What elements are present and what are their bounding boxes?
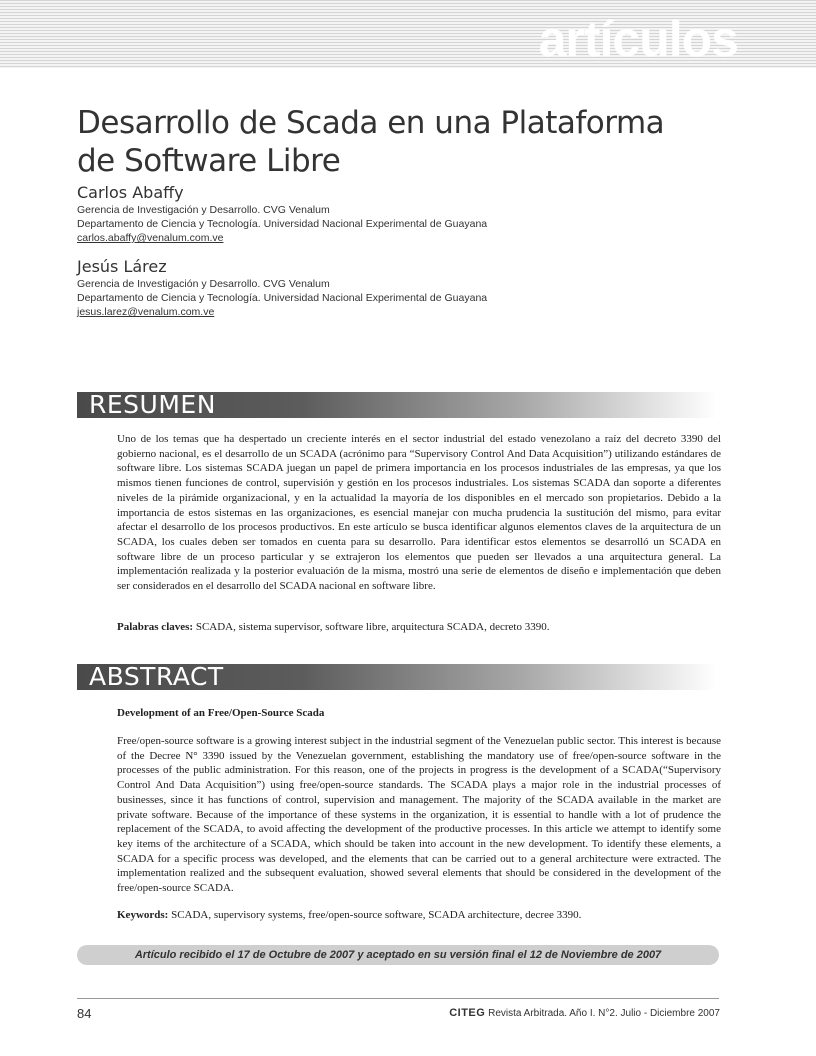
keywords-list: SCADA, sistema supervisor, software libre, arquitectura SCADA, decreto 3390. (193, 621, 550, 633)
title-line-2: de Software Libre (77, 143, 341, 179)
author-block-1 (77, 183, 777, 245)
author-block-2 (77, 257, 777, 319)
abstract-heading-bar (77, 664, 717, 690)
author-affiliation: Departamento de Ciencia y Tecnología. Universidad Nacional Experimental de Guayana (77, 218, 488, 230)
title-line-1: Desarrollo de Scada en una Plataforma (77, 105, 665, 141)
journal-info (449, 1007, 720, 1019)
abstract-heading: ABSTRACT (89, 662, 224, 691)
author-affiliation: Gerencia de Investigación y Desarrollo. CVG Venalum (77, 278, 330, 290)
abstract-subtitle: Development of an Free/Open-Source Scada (117, 707, 325, 719)
keywords-label: Palabras claves: (117, 621, 194, 633)
resumen-keywords (117, 620, 721, 634)
footer-divider (77, 998, 719, 999)
resumen-text: Uno de los temas que ha despertado un creciente interés en el sector industrial del estado venezolano a raíz del decreto 3390 del gobierno nacional, es el desarrollo de un SCADA (acrónimo para “Supervisory Control And Data Acquisition”) utilizando estándares de software libre. Los sistemas SCADA juegan un papel de primera importancia en los procesos industriales de las empresas, ya que los mismos tienen funciones de control, supervisión y gestión en los procesos industriales. Los sistemas SCADA dan soporte a diferentes niveles de la pirámide organizacional, y en la actualidad la mayoría de los disponibles en el mercado son propietarios. Debido a la importancia de estos sistemas en las organizaciones, es esencial manejar con mucha prudencia la sustitución del mismo, para evitar afectar el desarrollo de los procesos productivos. En este artículo se busca identificar algunos elementos claves de la arquitectura de un SCADA, los cuales deben ser tomados en cuenta para su desarrollo. Para identificar estos elementos se desarrolló un SCADA en software libre de un proceso particular y se extrajeron los elementos que pueden ser llevados a una arquitectura general. La implementación realizada y la posterior evaluación de la misma, mostró una serie de elementos de diseño e implementación que deben ser considerados en el desarrollo del SCADA nacional en software libre. (117, 433, 721, 593)
journal-brand: CITEG (449, 1007, 486, 1019)
author-name: Carlos Abaffy (77, 183, 184, 202)
article-title (77, 104, 757, 180)
author-email-link[interactable]: carlos.abaffy@venalum.com.ve (77, 232, 224, 244)
author-affiliation: Gerencia de Investigación y Desarrollo. CVG Venalum (77, 204, 330, 216)
abstract-text: Free/open-source software is a growing interest subject in the industrial segment of the Venezuelan public sector. This interest is because of the Decree N° 3390 issued by the Venezuelan government, establishing the mandatory use of free/open-source software in the processes of the public administration. For this reason, one of the projects in progress is the development of a SCADA(“Supervisory Control And Data Acquisition”) using free/open-source standards. The SCADA plays a major role in the industrial processes of businesses, since it has functions of control, supervision and management. The majority of the SCADA available in the market are private software. Because of the importance of these systems in the organization, it is essential to handle with a lot of prudence the replacement of the SCADA, to avoid affecting the development of the productive processes. In this article we attempt to identify some key items of the architecture of a SCADA, which should be taken into account in the new development. To identify these elements, a SCADA for a specific process was developed, and the elements that can be carried out to a general architecture were extracted. The implementation realized and the subsequent evaluation, showed several elements that should be considered in the development of the free/open-source SCADA. (117, 735, 721, 895)
author-affiliation: Departamento de Ciencia y Tecnología. Universidad Nacional Experimental de Guayana (77, 292, 488, 304)
abstract-keywords (117, 908, 721, 922)
resumen-heading: RESUMEN (89, 390, 216, 419)
journal-details: Revista Arbitrada. Año I. N°2. Julio - Diciembre 2007 (485, 1008, 720, 1019)
author-name: Jesús Lárez (77, 257, 167, 276)
resumen-heading-bar (77, 392, 717, 418)
page-number: 84 (77, 1006, 92, 1021)
header-band (0, 0, 816, 68)
keywords-label: Keywords: (117, 909, 169, 921)
section-word: artículos (538, 11, 738, 67)
author-email-link[interactable]: jesus.larez@venalum.com.ve (77, 306, 215, 318)
received-note: Artículo recibido el 17 de Octubre de 2007 y aceptado en su versión final el 12 de Noviembre de 2007 (77, 945, 719, 965)
keywords-list: SCADA, supervisory systems, free/open-source software, SCADA architecture, decree 3390. (168, 909, 582, 921)
